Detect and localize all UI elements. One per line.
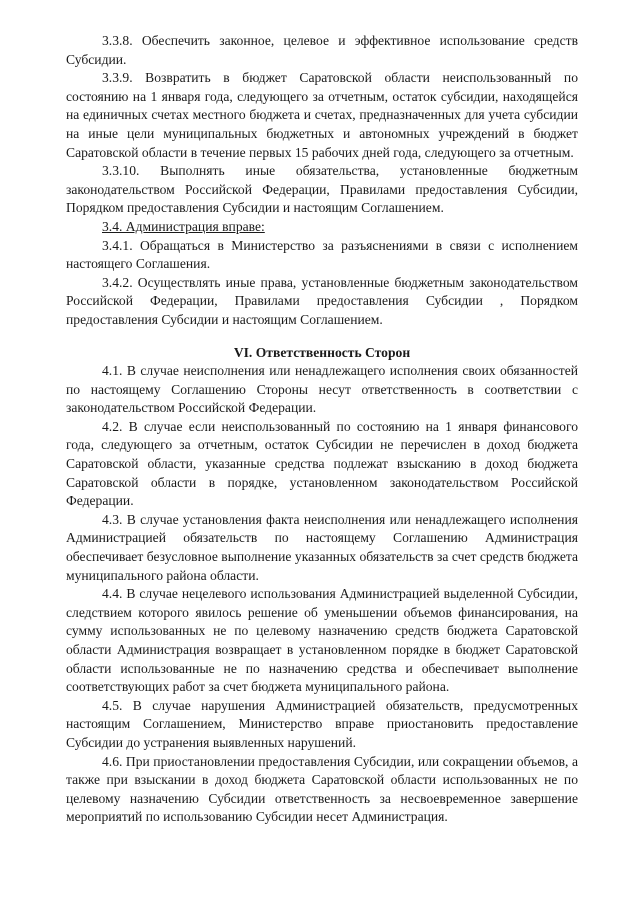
clause-4-5: 4.5. В случае нарушения Администрацией обязательств, предусмотренных настоящим Соглашением, Министерство вправе приостановить предоставление Субсидии до устранения выявленных нарушений.: [66, 697, 578, 750]
clause-3-4-2: 3.4.2. Осуществлять иные права, установленные бюджетным законодательством Российской Федерации, Правилами предоставления Субсидии , Порядком предоставления Субсидии и настоящим Соглашением.: [66, 274, 578, 327]
clause-4-6: 4.6. При приостановлении предоставления Субсидии, или сокращении объемов, а также при взыскании в доход бюджета Саратовской области использованных не по целевому назначению Субсидии ответственность за несвоевременное завершение мероприятий по использованию Субсидии несет Администрация.: [66, 753, 578, 825]
clause-4-2: 4.2. В случае если неиспользованный по состоянию на 1 января финансового года, следующего за отчетным, остаток Субсидии не перечислен в доход бюджета Саратовской области, указанные средства подлежат взысканию в доход бюджета Саратовской области в порядке, установленном законодательством Российской Федерации.: [66, 418, 578, 509]
clause-4-4: 4.4. В случае нецелевого использования Администрацией выделенной Субсидии, следствием которого явилось решение об уменьшении объемов финансирования, на сумму использованных не по целевому назначению средств бюджета Саратовской области Администрация возвращает в установленном порядке в бюджет Саратовской области использованные не по назначению средства и обеспечивает выполнение соответствующих работ за счет бюджета муниципального района.: [66, 586, 578, 695]
clause-4-3: 4.3. В случае установления факта неисполнения или ненадлежащего исполнения Администрацией обязательств по настоящему Соглашению Администрация обеспечивает безусловное выполнение указанных обязательств за счет средств бюджета муниципального района области.: [66, 511, 578, 583]
subheading-3-4: [66, 218, 578, 237]
clause-3-4-1: 3.4.1. Обращаться в Министерство за разъяснениями в связи с исполнением настоящего Соглашения.: [66, 237, 578, 272]
clause-3-3-8: 3.3.8. Обеспечить законное, целевое и эффективное использование средств Субсидии.: [66, 33, 578, 67]
section-heading: VI. Ответственность Сторон: [233, 344, 411, 360]
clause-4-1: 4.1. В случае неисполнения или ненадлежащего исполнения своих обязанностей по настоящему Соглашению Стороны несут ответственность в соответствии с законодательством Российской Федерации.: [66, 363, 578, 416]
subheading-3-4-text: 3.4. Администрация вправе:: [102, 218, 265, 234]
clause-3-3-9: 3.3.9. Возвратить в бюджет Саратовской области неиспользованный по состоянию на 1 января года, следующего за отчетным, остаток субсидии, находящейся на единичных счетах местного бюджета и счетах, предназначенных для учета субсидии на иные цели муниципальных бюджетных и автономных учреждений в бюджет Саратовской области в течение первых 15 рабочих дней года, следующего за отчетным.: [66, 70, 578, 160]
clause-3-3-10: 3.3.10. Выполнять иные обязательства, установленные бюджетным законодательством Российской Федерации, Правилами предоставления Субсидии, Порядком предоставления Субсидии и настоящим Соглашением.: [66, 163, 578, 216]
document-page: [66, 32, 578, 827]
